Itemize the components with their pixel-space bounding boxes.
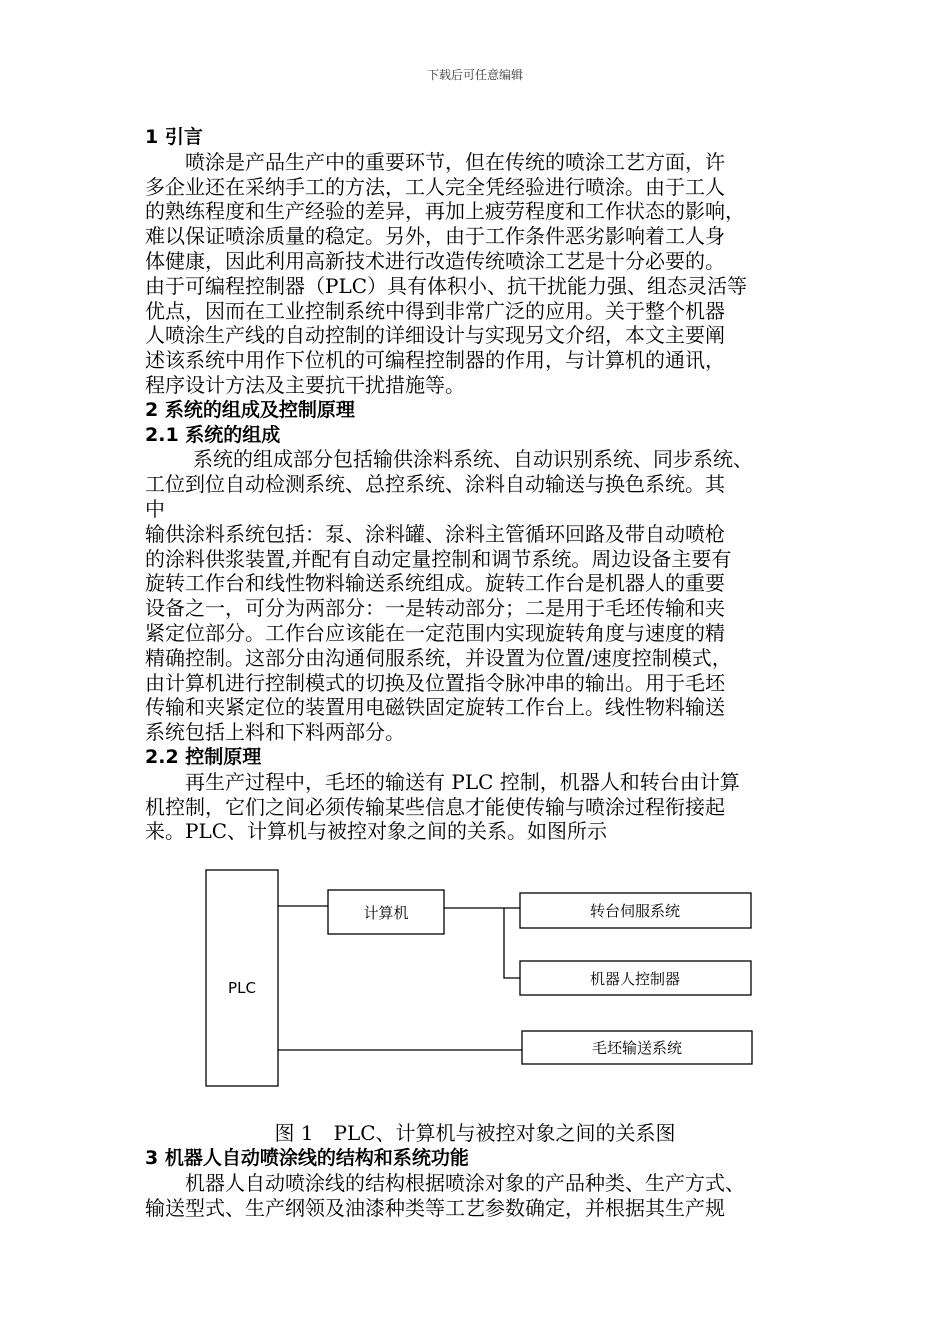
section-heading: 2.2 控制原理 [145, 745, 262, 768]
page-header: 下载后可任意编辑 [426, 68, 523, 82]
text-line: 再生产过程中，毛坯的输送有 PLC 控制，机器人和转台由计算 [185, 769, 740, 794]
section-heading: 1 引言 [145, 126, 203, 148]
text-line: 程序设计方法及主要抗干扰措施等。 [145, 372, 465, 397]
text-line: 输送型式、生产纲领及油漆种类等工艺参数确定，并根据其生产规 [145, 1195, 725, 1220]
text-line: 机器人自动喷涂线的结构根据喷涂对象的产品种类、生产方式、 [185, 1170, 745, 1195]
text-line: 体健康，因此利用高新技术进行改造传统喷涂工艺是十分必要的。 [145, 248, 725, 273]
section-heading: 2 系统的组成及控制原理 [145, 398, 355, 421]
text-line: 输供涂料系统包括：泵、涂料罐、涂料主管循环回路及带自动喷枪 [145, 521, 725, 546]
text-line: 由于可编程控制器（PLC）具有体积小、抗干扰能力强、组态灵活等 [145, 273, 748, 298]
text-line: 设备之一，可分为两部分：一是转动部分；二是用于毛坯传输和夹 [145, 596, 725, 621]
section-heading: 2.1 系统的组成 [145, 423, 281, 446]
computer-label: 计算机 [363, 904, 409, 922]
text-line: 难以保证喷涂质量的稳定。另外，由于工作条件恶劣影响着工人身 [145, 224, 725, 249]
text-line: 中 [145, 496, 165, 521]
text-line: 系统的组成部分包括输供涂料系统、自动识别系统、同步系统、 [193, 447, 753, 472]
text-line: 旋转工作台和线性物料输送系统组成。旋转工作台是机器人的重要 [145, 571, 725, 596]
text-line: 的涂料供浆装置,并配有自动定量控制和调节系统。周边设备主要有 [145, 546, 732, 571]
text-line: 优点，因而在工业控制系统中得到非常广泛的应用。关于整个机器 [145, 298, 725, 323]
conveyor-label: 毛坯输送系统 [591, 1039, 683, 1057]
text-line: 工位到位自动检测系统、总控系统、涂料自动输送与换色系统。其 [145, 472, 725, 497]
text-line: 系统包括上料和下料两部分。 [145, 720, 405, 745]
text-line: 喷涂是产品生产中的重要环节，但在传统的喷涂工艺方面，许 [185, 149, 725, 174]
text-line: 述该系统中用作下位机的可编程控制器的作用，与计算机的通讯， [145, 348, 725, 373]
relationship-diagram [190, 860, 770, 1100]
text-line: 精确控制。这部分由沟通伺服系统，并设置为位置/速度控制模式， [145, 645, 732, 670]
text-line: 紧定位部分。工作台应该能在一定范围内实现旋转角度与速度的精 [145, 620, 725, 645]
text-line: 由计算机进行控制模式的切换及位置指令脉冲串的输出。用于毛坯 [145, 670, 725, 695]
text-line: 机控制，它们之间必须传输某些信息才能使传输与喷涂过程衔接起 [145, 794, 725, 819]
text-line: 的熟练程度和生产经验的差异，再加上疲劳程度和工作状态的影响， [145, 199, 745, 224]
text-line: 多企业还在采纳手工的方法，工人完全凭经验进行喷涂。由于工人 [145, 174, 725, 199]
body-text-section-1 [145, 125, 825, 844]
text-line: 人喷涂生产线的自动控制的详细设计与实现另文介绍，本文主要阐 [145, 323, 725, 348]
figure-caption: 图 1 PLC、计算机与被控对象之间的关系图 [274, 1121, 676, 1145]
computer-to-robot-line [504, 908, 520, 978]
plc-box [206, 870, 278, 1086]
section-heading: 3 机器人自动喷涂线的结构和系统功能 [145, 1147, 469, 1169]
body-text-section-2 [145, 1146, 835, 1220]
turntable-servo-label: 转台伺服系统 [589, 902, 681, 920]
robot-controller-label: 机器人控制器 [589, 970, 681, 988]
text-line: 来。PLC、计算机与被控对象之间的关系。如图所示 [145, 819, 608, 844]
text-line: 传输和夹紧定位的装置用电磁铁固定旋转工作台上。线性物料输送 [145, 695, 725, 720]
plc-label: PLC [228, 979, 256, 997]
